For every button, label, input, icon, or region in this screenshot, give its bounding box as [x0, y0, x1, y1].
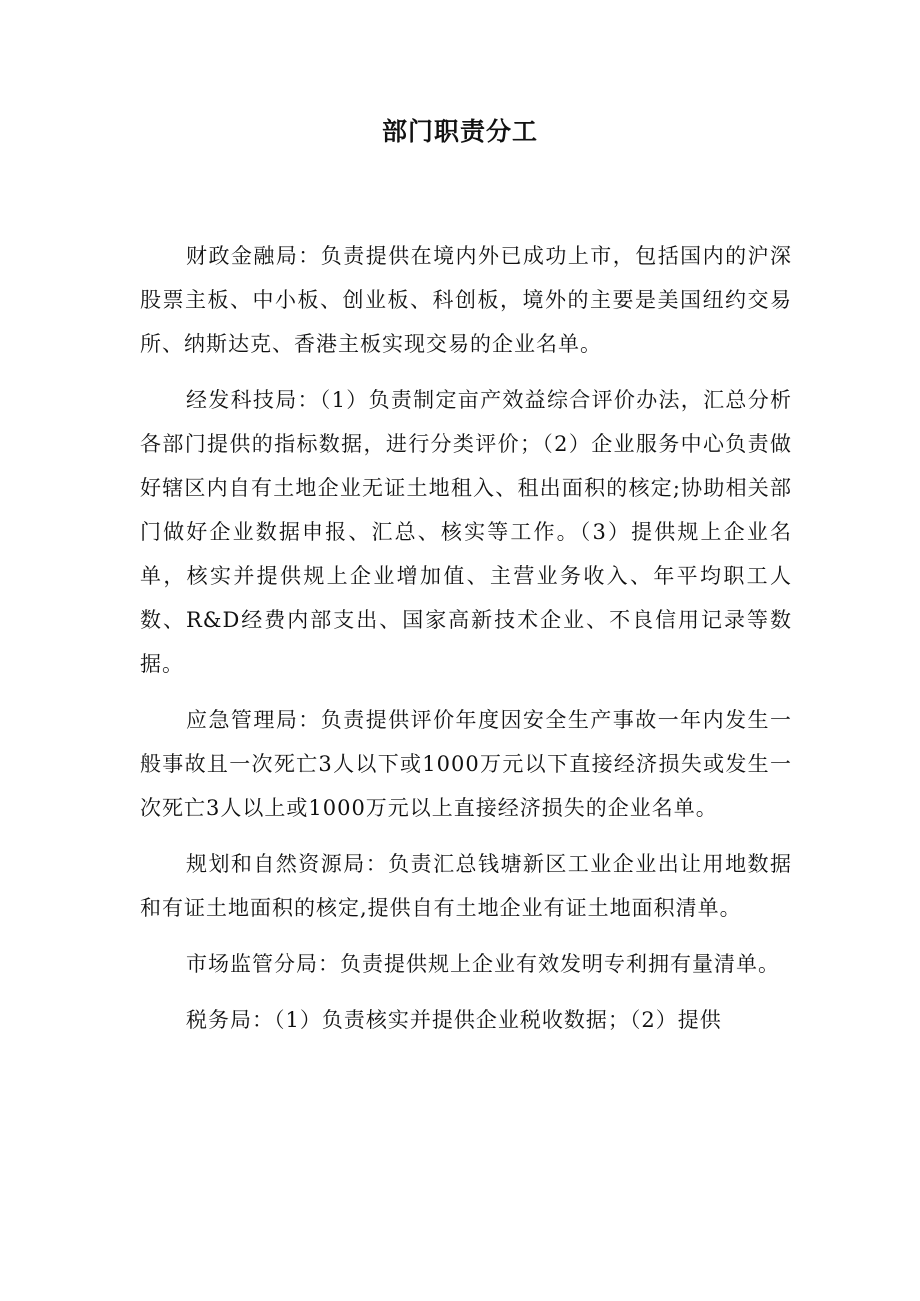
- paragraph-planning-resources-bureau: 规划和自然资源局：负责汇总钱塘新区工业企业出让用地数据和有证土地面积的核定,提供自有土地企业有证土地面积清单。: [140, 852, 792, 920]
- paragraph-market-supervision-bureau: 市场监管分局：负责提供规上企业有效发明专利拥有量清单。: [186, 952, 780, 976]
- paragraph-economic-tech-bureau: 经发科技局：（1）负责制定亩产效益综合评价办法，汇总分析各部门提供的指标数据，进行分类评价；（2）企业服务中心负责做好辖区内自有土地企业无证土地租入、租出面积的核定;协助相关部门做好企业数据申报、汇总、核实等工作。（3）提供规上企业名单，核实并提供规上企业增加值、主营业务收入、年平均职工人数、R&D经费内部支出、国家高新技术企业、不良信用记录等数据。: [140, 388, 792, 676]
- paragraph-tax-bureau: 税务局：（1）负责核实并提供企业税收数据；（2）提供: [186, 1008, 722, 1032]
- paragraph-finance-bureau: 财政金融局：负责提供在境内外已成功上市，包括国内的沪深股票主板、中小板、创业板、科创板，境外的主要是美国纽约交易所、纳斯达克、香港主板实现交易的企业名单。: [140, 244, 792, 356]
- document-body: [140, 234, 792, 1054]
- page-title: 部门职责分工: [381, 117, 538, 146]
- paragraph-emergency-bureau: 应急管理局：负责提供评价年度因安全生产事故一年内发生一般事故且一次死亡3人以下或1000万元以下直接经济损失或发生一次死亡3人以上或1000万元以上直接经济损失的企业名单。: [140, 708, 792, 820]
